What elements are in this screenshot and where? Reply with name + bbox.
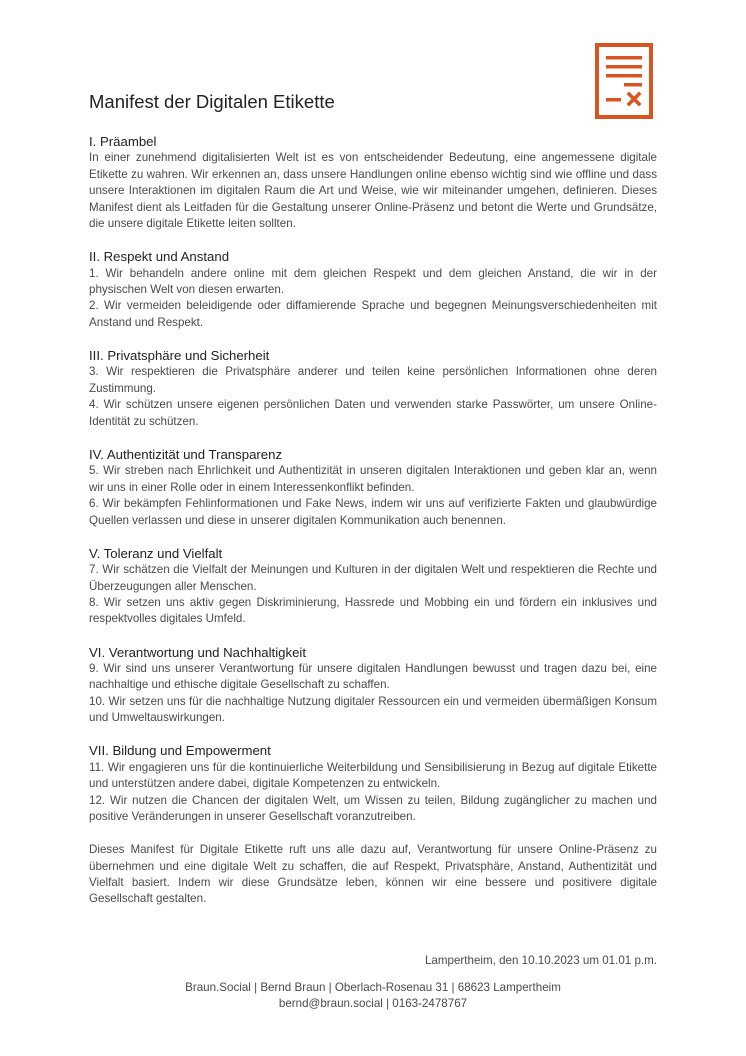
section-privacy	[89, 348, 657, 430]
section-paragraph: 7. Wir schätzen die Vielfalt der Meinungen und Kulturen in der digitalen Welt und respektieren die Rechte und Überzeugungen aller Menschen.	[89, 563, 657, 593]
section-paragraph: 12. Wir nutzen die Chancen der digitalen Welt, um Wissen zu teilen, Bildung zugänglicher zu machen und positive Veränderungen in unserer Gesellschaft voranzutreiben.	[89, 793, 657, 823]
section-paragraph: 9. Wir sind uns unserer Verantwortung für unsere digitalen Handlungen bewusst und tragen dazu bei, eine nachhaltige und ethische digitale Gesellschaft zu schaffen.	[89, 661, 657, 692]
place-date: Lampertheim, den 10.10.2023 um 01.01 p.m.	[424, 954, 657, 967]
section-heading: I. Präambel	[89, 134, 157, 149]
footer-contact: bernd@braun.social | 0163-2478767	[278, 997, 468, 1010]
section-respect	[89, 249, 657, 331]
section-paragraph: In einer zunehmend digitalisierten Welt ist es von entscheidender Bedeutung, eine angemessene digitale Etikette zu wahren. Wir erkennen an, dass unsere Handlungen online ebenso wichtig sind wie offline und dass unsere Interaktionen im digitalen Raum die Art und Weise, wie wir miteinander umgehen, definieren. Dieses Manifest dient als Leitfaden für die Gestaltung unserer Online-Präsenz und betont die Werte und Grundsätze, die unsere digitale Etikette leiten sollten.	[89, 151, 657, 231]
footer	[0, 980, 746, 1012]
document-title: Manifest der Digitalen Etikette	[89, 91, 335, 112]
document-body	[89, 134, 657, 908]
section-paragraph: 1. Wir behandeln andere online mit dem gleichen Respekt und dem gleichen Anstand, die wir in der physischen Welt von diesen erwarten.	[89, 266, 657, 297]
section-heading: V. Toleranz und Vielfalt	[89, 545, 223, 561]
section-paragraph: 8. Wir setzen uns aktiv gegen Diskriminierung, Hassrede und Mobbing ein und fördern ein inklusives und respektvolles digitales Umfeld.	[89, 595, 657, 626]
closing-paragraph: Dieses Manifest für Digitale Etikette ruft uns alle dazu auf, Verantwortung für unsere Online-Präsenz zu übernehmen und eine digitale Welt zu schaffen, die auf Respekt, Privatsphäre, Anstand, Authentizität und Vielfalt basiert. Indem wir diese Grundsätze leben, können wir eine bessere und positivere digitale Gesellschaft gestalten.	[89, 843, 657, 906]
section-paragraph: 2. Wir vermeiden beleidigende oder diffamierende Sprache und begegnen Meinungsverschiedenheiten mit Anstand und Respekt.	[89, 299, 657, 329]
section-heading: VI. Verantwortung und Nachhaltigkeit	[89, 644, 306, 660]
section-paragraph: 11. Wir engagieren uns für die kontinuierliche Weiterbildung und Sensibilisierung in Bezug auf digitale Etikette und unterstützen andere dabei, digitale Kompetenzen zu entwickeln.	[89, 760, 657, 791]
section-heading: IV. Authentizität und Transparenz	[89, 446, 283, 462]
section-authenticity	[89, 447, 657, 529]
section-paragraph: 5. Wir streben nach Ehrlichkeit und Authentizität in unseren digitalen Interaktionen und geben klar an, wenn wir uns in einer Rolle oder in einem Interessenkonflikt befinden.	[89, 464, 657, 494]
section-paragraph: 10. Wir setzen uns für die nachhaltige Nutzung digitaler Ressourcen ein und vermeiden übermäßigen Konsum und Umweltauswirkungen.	[89, 694, 657, 725]
section-tolerance	[89, 546, 657, 628]
section-preamble	[89, 134, 657, 232]
section-paragraph: 3. Wir respektieren die Privatsphäre anderer und teilen keine persönlichen Informationen ohne deren Zustimmung.	[89, 365, 657, 395]
section-education	[89, 743, 657, 825]
footer-address: Braun.Social | Bernd Braun | Oberlach-Rosenau 31 | 68623 Lampertheim	[185, 981, 561, 994]
section-heading: II. Respekt und Anstand	[89, 249, 230, 265]
section-paragraph: 6. Wir bekämpfen Fehlinformationen und Fake News, indem wir uns auf verifizierte Fakten und glaubwürdige Quellen verlassen und diese in unserer digitalen Kommunikation auch benennen.	[89, 497, 657, 527]
document-reject-icon	[595, 43, 653, 119]
section-responsibility	[89, 645, 657, 727]
section-heading: VII. Bildung und Empowerment	[89, 743, 271, 759]
section-heading: III. Privatsphäre und Sicherheit	[89, 348, 270, 364]
section-paragraph: 4. Wir schützen unsere eigenen persönlichen Daten und verwenden starke Passwörter, um unsere Online-Identität zu schützen.	[89, 398, 657, 428]
